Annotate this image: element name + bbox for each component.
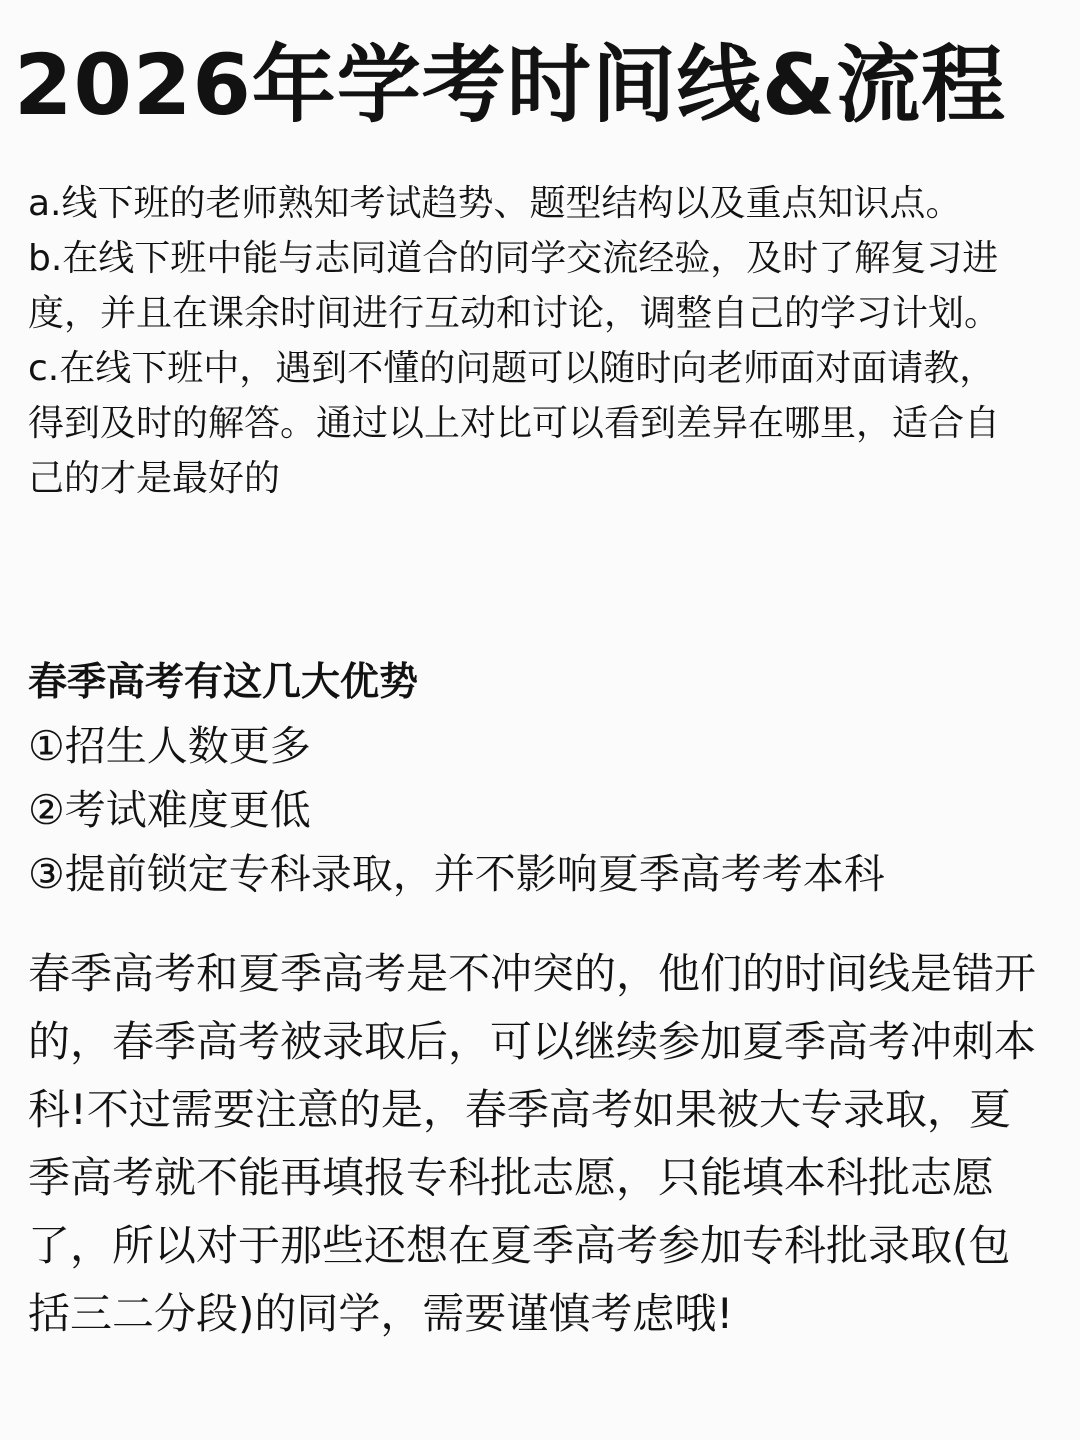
advantage-item-2: ②考试难度更低 [28, 786, 311, 834]
intro-point-a: a.线下班的老师熟知考试趋势、题型结构以及重点知识点。 [28, 183, 962, 224]
advantage-item-3: ③提前锁定专科录取，并不影响夏季高考考本科 [28, 850, 885, 898]
intro-section [28, 176, 1018, 506]
intro-point-b: b.在线下班中能与志同道合的同学交流经验，及时了解复习进度，并且在课余时间进行互动和讨论，调整自己的学习计划。 [28, 238, 1001, 334]
advantages-heading: 春季高考有这几大优势 [28, 660, 419, 705]
closing-paragraph: 春季高考和夏季高考是不冲突的，他们的时间线是错开的，春季高考被录取后，可以继续参加夏季高考冲刺本科!不过需要注意的是，春季高考如果被大专录取，夏季高考就不能再填报专科批志愿，只能填本科批志愿了，所以对于那些还想在夏季高考参加专科批录取(包括三二分段)的同学，需要谨慎考虑哦! [28, 949, 1037, 1338]
page-title: 2026年学考时间线&流程 [14, 36, 1007, 134]
advantages-section [28, 652, 1028, 906]
intro-point-c: c.在线下班中，遇到不懂的问题可以随时向老师面对面请教，得到及时的解答。通过以上对比可以看到差异在哪里，适合自己的才是最好的 [28, 348, 1001, 499]
advantage-item-1: ①招生人数更多 [28, 722, 311, 770]
